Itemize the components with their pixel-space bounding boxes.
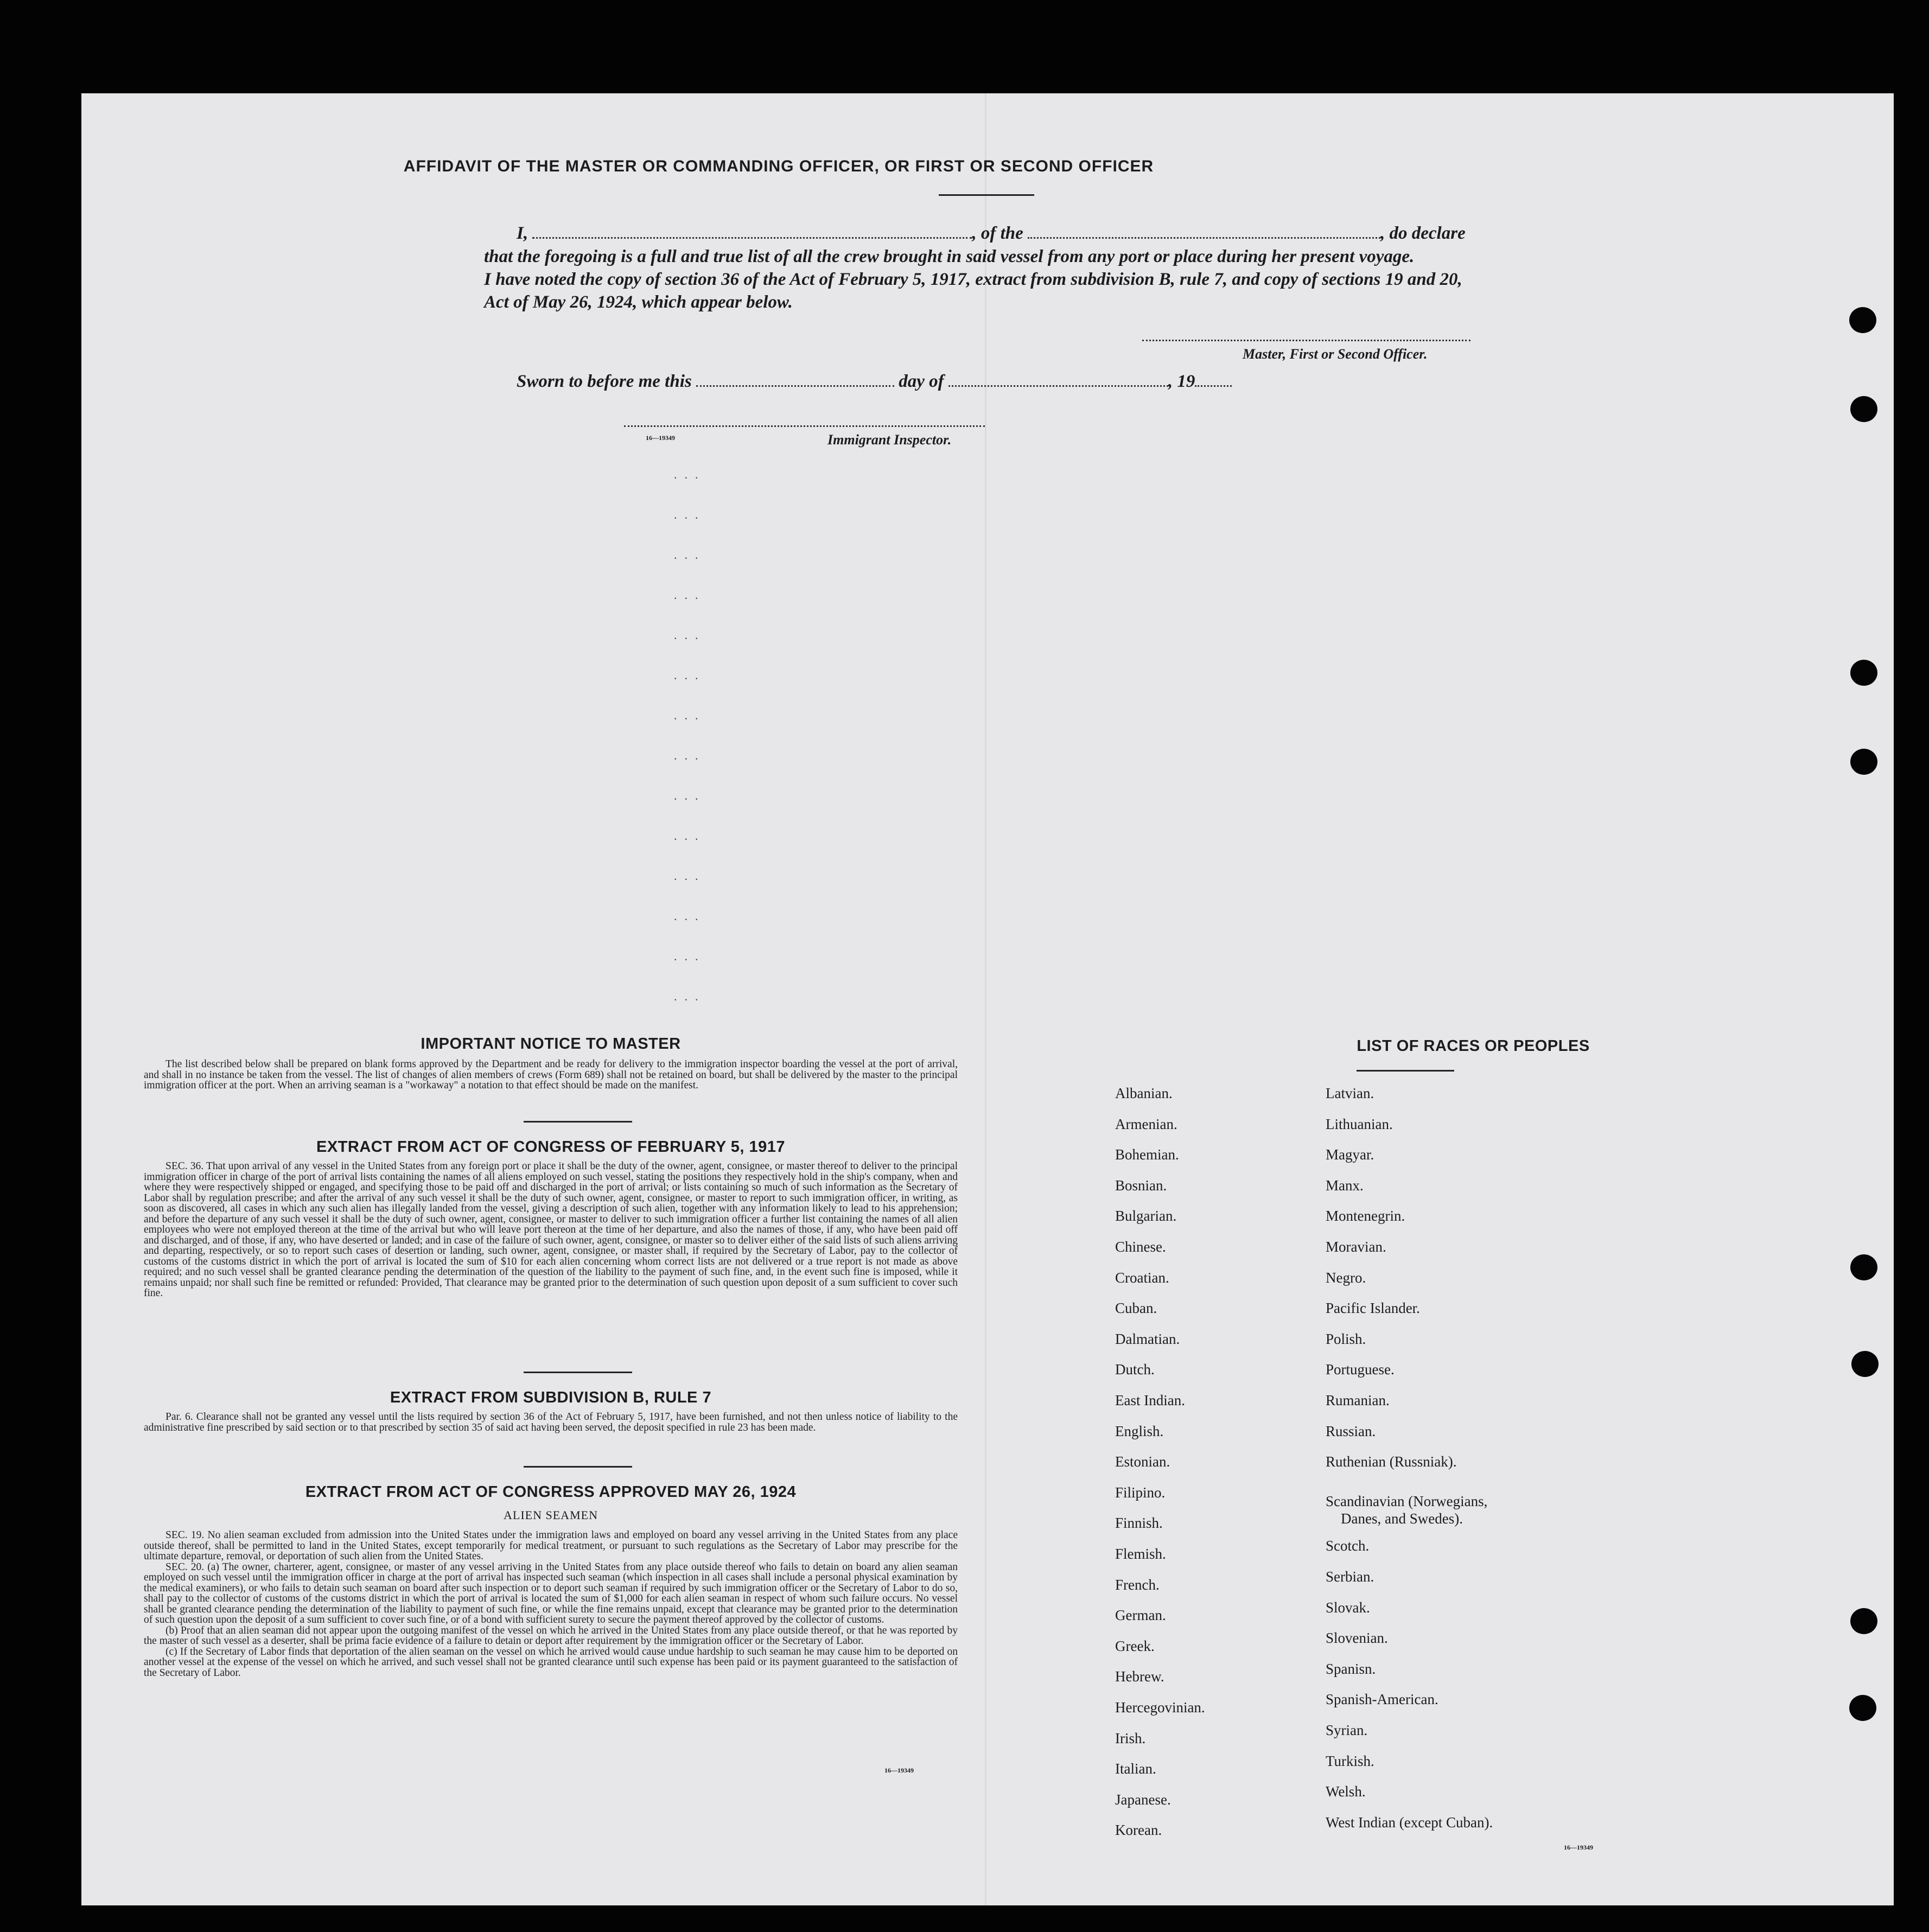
race-item: Russian. bbox=[1326, 1423, 1376, 1439]
affidavit-line3: I have noted the copy of section 36 of the Act of February 5, 1917, extract from subdivision B, rule 7, and copy of sections 19 and 20, bbox=[484, 270, 1462, 289]
race-item: Serbian. bbox=[1326, 1568, 1374, 1585]
race-item: Negro. bbox=[1326, 1269, 1366, 1286]
race-item: Ruthenian (Russniak). bbox=[1326, 1453, 1457, 1470]
race-item: Lithuanian. bbox=[1326, 1115, 1393, 1132]
race-item: Estonian. bbox=[1115, 1453, 1170, 1470]
form-number-right: 16—19349 bbox=[1564, 1844, 1593, 1851]
affidavit-line4: Act of May 26, 1924, which appear below. bbox=[484, 292, 793, 312]
section-20a-paragraph: SEC. 20. (a) The owner, charterer, agent, consignee, or master of any vessel arriving in the United States from any place outside thereof who fails to detain on board any alien seaman employed on such vessel until the immigration officer in charge at the port of arrival has inspected such seaman (which inspection in all cases shall include a personal physical examination by the medical examiners), or who fails to detain such seaman on board after such inspection or to deport such seaman if required by such immigration officer or the Secretary of Labor to do so, shall pay to the collector of customs of the customs district in which the port of arrival is located the sum of $1,000 for each alien seaman in respect of whom such failure occurs. No vessel shall be granted clearance pending the determination of the liability to payment of such fine, or while the fine remains unpaid, except that clearance may be granted prior to the determination of such question upon the deposit of a sum sufficient to cover such fine, or of a bond with sufficient surety to secure the payment thereof approved by the collector of customs. bbox=[144, 1561, 958, 1625]
punch-hole bbox=[1850, 396, 1877, 422]
section-20c-paragraph: (c) If the Secretary of Labor finds that deportation of the alien seaman on the vessel on which he arrived would cause undue hardship to such seaman he may cause him to be deported on another vessel at the expense of the vessel on which he arrived, and such vessel shall not be granted clearance until such expense has been paid or its payment guaranteed to the satisfaction of the Secretary of Labor. bbox=[144, 1646, 958, 1679]
sworn-day-field[interactable] bbox=[696, 385, 894, 387]
document-page bbox=[81, 93, 1894, 1905]
sworn-year-field[interactable] bbox=[1195, 385, 1232, 387]
race-item: Chinese. bbox=[1115, 1239, 1166, 1255]
race-item: Armenian. bbox=[1115, 1115, 1177, 1132]
race-item: Rumanian. bbox=[1326, 1392, 1390, 1408]
race-item: East Indian. bbox=[1115, 1392, 1185, 1408]
extract-1924-heading: EXTRACT FROM ACT OF CONGRESS APPROVED MAY 26, 1924 bbox=[305, 1483, 797, 1501]
extract-1917-text bbox=[144, 1161, 958, 1299]
race-item: Scandinavian (Norwegians, bbox=[1326, 1493, 1488, 1509]
race-item: Bulgarian. bbox=[1115, 1208, 1177, 1225]
punch-hole bbox=[1850, 1254, 1877, 1280]
race-item: Filipino. bbox=[1115, 1484, 1166, 1501]
extract-1924-text bbox=[144, 1530, 958, 1678]
punch-hole bbox=[1849, 307, 1876, 333]
alien-seamen-subheading: ALIEN SEAMEN bbox=[504, 1508, 598, 1522]
race-item: Irish. bbox=[1115, 1730, 1146, 1746]
race-item: Danes, and Swedes). bbox=[1341, 1510, 1463, 1527]
form-number-left: 16—19349 bbox=[884, 1767, 914, 1774]
race-item: Spanish-American. bbox=[1326, 1691, 1438, 1708]
race-item: Bohemian. bbox=[1115, 1146, 1179, 1163]
form-number-top: 16—19349 bbox=[646, 434, 675, 442]
race-item: Pacific Islander. bbox=[1326, 1300, 1420, 1317]
sworn-text: Sworn to before me this bbox=[517, 372, 692, 391]
race-item: Turkish. bbox=[1326, 1752, 1374, 1769]
race-item: Finnish. bbox=[1115, 1515, 1163, 1532]
punch-hole bbox=[1850, 749, 1877, 775]
race-item: Moravian. bbox=[1326, 1239, 1386, 1255]
race-item: French. bbox=[1115, 1576, 1160, 1593]
perforation-marks: ... ... ... ... ... ... ... ... ... ... ... ... ... ... bbox=[674, 468, 706, 1003]
race-item: German. bbox=[1115, 1607, 1166, 1624]
race-item: Flemish. bbox=[1115, 1546, 1166, 1562]
race-item: Portuguese. bbox=[1326, 1361, 1395, 1378]
race-item: Croatian. bbox=[1115, 1269, 1169, 1286]
race-item: Dalmatian. bbox=[1115, 1330, 1180, 1347]
day-of-text: day of bbox=[899, 372, 944, 391]
affidavit-line2: that the foregoing is a full and true list of all the crew brought in said vessel from any port or place during her present voyage. bbox=[484, 247, 1415, 266]
of-the-text: , of the bbox=[972, 224, 1023, 243]
notice-text bbox=[144, 1059, 958, 1091]
race-item: Slovak. bbox=[1326, 1599, 1370, 1616]
race-item: Japanese. bbox=[1115, 1791, 1171, 1808]
races-heading: LIST OF RACES OR PEOPLES bbox=[1357, 1037, 1590, 1055]
punch-hole bbox=[1850, 1608, 1877, 1634]
affidavit-title: AFFIDAVIT OF THE MASTER OR COMMANDING OFFICER, OR FIRST OR SECOND OFFICER bbox=[403, 157, 1154, 175]
notice-rule bbox=[524, 1121, 632, 1123]
race-item: Slovenian. bbox=[1326, 1630, 1388, 1647]
punch-hole bbox=[1849, 1695, 1876, 1721]
rule-7-heading: EXTRACT FROM SUBDIVISION B, RULE 7 bbox=[390, 1389, 712, 1406]
punch-hole bbox=[1850, 660, 1877, 686]
inspector-label: Immigrant Inspector. bbox=[827, 432, 952, 448]
race-item: Scotch. bbox=[1326, 1538, 1370, 1554]
race-item: English. bbox=[1115, 1423, 1164, 1439]
section-19-paragraph: SEC. 19. No alien seaman excluded from admission into the United States under the immigration laws and employed on board any vessel arriving in the United States from any place outside thereof, shall be permitted to land in the United States, except temporarily for medical treatment, or pursuant to such regulations as the Secretary of Labor may prescribe for the ultimate departure, removal, or deportation of such alien from the United States. bbox=[144, 1529, 958, 1562]
par-6-paragraph: Par. 6. Clearance shall not be granted any vessel until the lists required by section 36 of the Act of February 5, 1917, have been furnished, and not then unless notice of liability to the administrative fine prescribed by said section or to that prescribed by section 35 of said act having been served, the deposit specified in rule 23 has been made. bbox=[144, 1411, 958, 1433]
race-item: Albanian. bbox=[1115, 1085, 1173, 1101]
section-20b-paragraph: (b) Proof that an alien seaman did not appear upon the outgoing manifest of the vessel on which he arrived in the United States from any place outside thereof, or that he was reported by the master of such vessel as a deserter, shall be prima facie evidence of a failure to detain or deport after requirement by the immigration officer or the Secretary of Labor. bbox=[144, 1624, 958, 1647]
extract-1917-heading: EXTRACT FROM ACT OF CONGRESS OF FEBRUARY 5, 1917 bbox=[316, 1138, 786, 1156]
vessel-field[interactable] bbox=[1028, 237, 1380, 239]
race-item: Latvian. bbox=[1326, 1085, 1374, 1101]
race-item: Greek. bbox=[1115, 1637, 1155, 1654]
races-rule bbox=[1357, 1070, 1454, 1072]
section-36-paragraph: SEC. 36. That upon arrival of any vessel in the United States from any foreign port or place it shall be the duty of the owner, agent, consignee, or master thereof to deliver to the principal immigration officer in charge of the port of arrival lists containing the names of all aliens employed on such vessel, stating the positions they respectively hold in the ship's company, when and where they were respectively shipped or engaged, and specifying those to be paid off and discharged in the port of arrival; or lists containing so much of such information as the Secretary of Labor shall by regulation prescribe; and after the arrival of any such vessel it shall be the duty of such owner, agent, consignee, or master to report to such immigration officer, in writing, as soon as discovered, all cases in which any such alien has illegally landed from the vessel, giving a description of such alien, together with any information likely to lead to his apprehension; and before the departure of any such vessel it shall be the duty of such owner, agent, consignee, or master to deliver to such immigration officer a further list containing the names of all alien employees who were not employed thereon at the time of the arrival but who will leave port thereon at the time of her departure, and also the names of those, if any, who have been paid off and discharged, and of those, if any, who have deserted or landed; and in case of the failure of such owner, agent, consignee, or master so to deliver either of the said lists of such aliens arriving and departing, respectively, or so to report such cases of desertion or landing, such owner, agent, consignee, or master shall, if required by the Secretary of Labor, pay to the collector of customs of the customs district in which the port of arrival is located the sum of $10 for each alien concerning whom correct lists are not delivered or a true report is not made as above required; and no such vessel shall be granted clearance pending the determination of the question of the liability to the payment of such fine, and, in the event such fine is imposed, while it remains unpaid; nor shall such fine be remitted or refunded: Provided, That clearance may be granted prior to the determination of such question upon deposit of a sum sufficient to cover such fine. bbox=[144, 1161, 958, 1299]
year-text: , 19 bbox=[1168, 372, 1195, 391]
race-item: Hercegovinian. bbox=[1115, 1699, 1205, 1716]
sworn-line bbox=[517, 370, 1232, 393]
race-item: Syrian. bbox=[1326, 1722, 1368, 1738]
race-item: Cuban. bbox=[1115, 1300, 1157, 1317]
race-item: Bosnian. bbox=[1115, 1177, 1167, 1194]
race-item: Magyar. bbox=[1326, 1146, 1374, 1163]
affidavit-line1 bbox=[517, 222, 1588, 245]
signature-label: Master, First or Second Officer. bbox=[1243, 346, 1428, 362]
punch-hole bbox=[1851, 1351, 1879, 1377]
affidavit-i: I, bbox=[517, 224, 529, 243]
notice-paragraph: The list described below shall be prepared on blank forms approved by the Department and be ready for delivery to the immigration inspector boarding the vessel at the port of arrival, and shall in no instance be taken from the vessel. The list of changes of alien members of crews (Form 689) shall not be retained on board, but shall be delivered by the master to the principal immigration officer at the port. When an arriving seaman is a "workaway" a notation to that effect should be made on the manifest. bbox=[144, 1059, 958, 1091]
race-item: Polish. bbox=[1326, 1330, 1366, 1347]
inspector-signature-line[interactable] bbox=[624, 425, 985, 427]
extract-1917-rule bbox=[524, 1372, 632, 1373]
center-fold bbox=[985, 93, 986, 1905]
name-field[interactable] bbox=[532, 237, 972, 239]
race-item: Montenegrin. bbox=[1326, 1208, 1405, 1225]
race-item: Manx. bbox=[1326, 1177, 1364, 1194]
race-item: Dutch. bbox=[1115, 1361, 1155, 1378]
rule-7-text bbox=[144, 1412, 958, 1433]
race-item: Korean. bbox=[1115, 1822, 1162, 1839]
title-rule bbox=[939, 194, 1034, 196]
race-item: Hebrew. bbox=[1115, 1668, 1164, 1685]
signature-line[interactable] bbox=[1142, 340, 1470, 341]
race-item: West Indian (except Cuban). bbox=[1326, 1814, 1493, 1831]
rule-7-rule bbox=[524, 1466, 632, 1468]
race-item: Italian. bbox=[1115, 1761, 1156, 1777]
do-declare-text: , do declare bbox=[1380, 224, 1466, 243]
race-item: Welsh. bbox=[1326, 1783, 1366, 1800]
sworn-month-field[interactable] bbox=[948, 385, 1168, 387]
race-item: Spanisn. bbox=[1326, 1660, 1376, 1677]
notice-heading: IMPORTANT NOTICE TO MASTER bbox=[421, 1035, 681, 1053]
